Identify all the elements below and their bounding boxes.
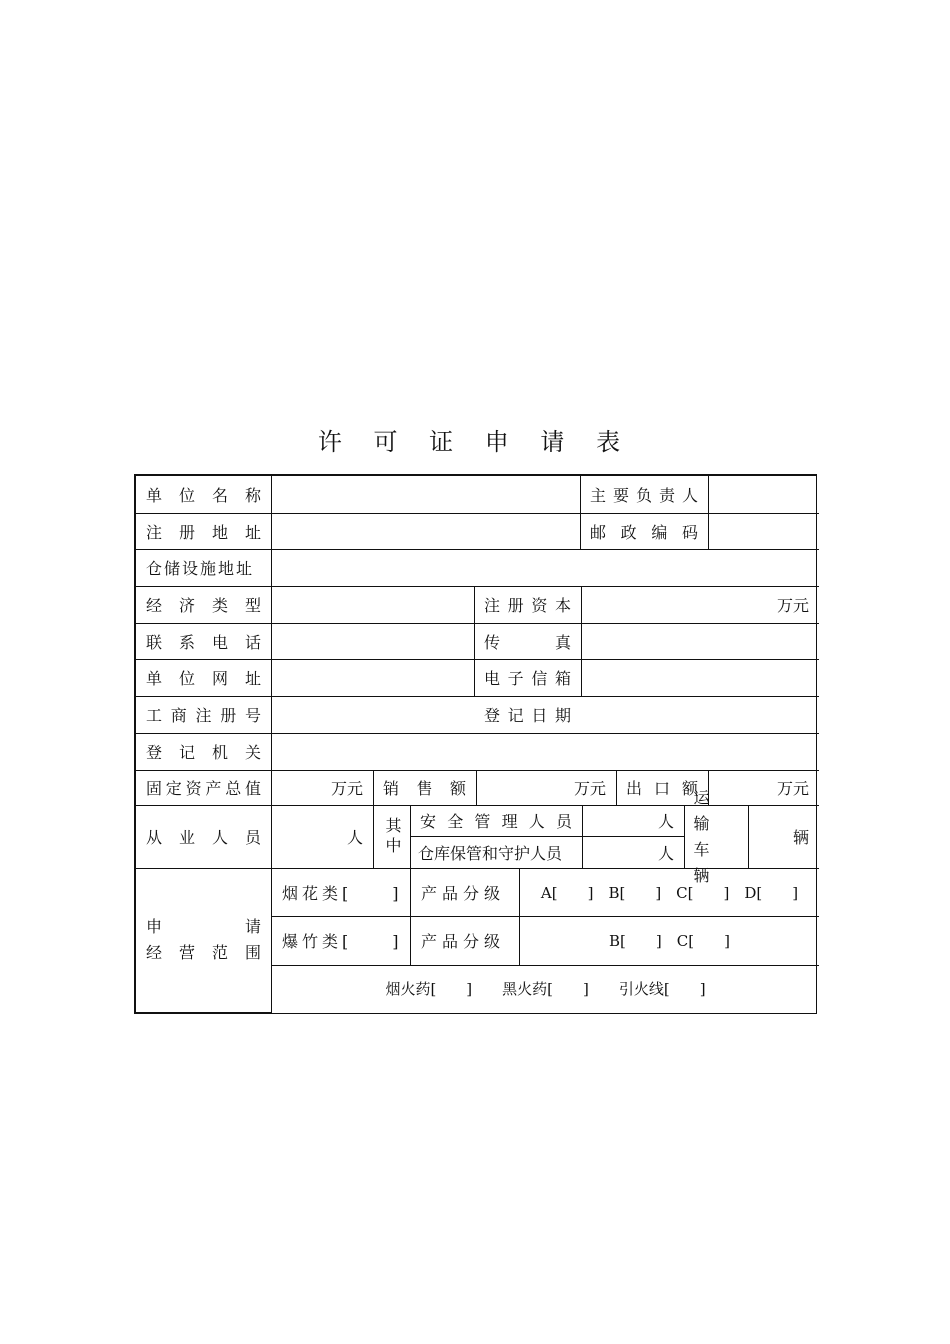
label-safety-mgr bbox=[410, 805, 582, 836]
biz-reg-no-field[interactable] bbox=[272, 697, 474, 733]
label-firecracker-grade: 产品分级 bbox=[421, 932, 506, 951]
fixed-assets-unit: 万元 bbox=[330, 779, 363, 798]
firecracker-grade-options[interactable]: B[ ] C[ ] bbox=[609, 932, 730, 950]
label-unit-name-text: 单 位 名 称 bbox=[146, 486, 261, 505]
label-reg-authority bbox=[136, 733, 271, 770]
label-transport bbox=[685, 787, 748, 885]
postal-code-field[interactable] bbox=[709, 514, 819, 549]
label-website bbox=[136, 659, 271, 696]
transport-unit: 辆 bbox=[792, 828, 809, 847]
label-of-which-text: 其中 bbox=[383, 816, 402, 857]
storage-address-field[interactable] bbox=[272, 550, 819, 586]
export-unit: 万元 bbox=[776, 779, 809, 798]
form-title: 许 可 证 申 请 表 bbox=[317, 428, 633, 456]
label-storage-address: 仓储设施地址 bbox=[146, 559, 255, 578]
label-fixed-assets-text: 固 定 资 产 总 值 bbox=[146, 779, 261, 798]
label-sales bbox=[373, 770, 476, 805]
reg-address-field[interactable] bbox=[272, 514, 580, 549]
transport-field[interactable] bbox=[749, 805, 819, 868]
application-form-table bbox=[134, 474, 817, 1014]
label-fax-text: 传 真 bbox=[484, 632, 571, 652]
fireworks-option[interactable]: 烟花类[ ] bbox=[282, 883, 403, 903]
unit-name-field[interactable] bbox=[272, 476, 580, 513]
label-warehouse-staff: 仓库保管和守护人员 bbox=[418, 844, 563, 863]
safety-mgr-field[interactable] bbox=[583, 805, 684, 836]
staff-count-field[interactable] bbox=[272, 805, 373, 868]
fax-field[interactable] bbox=[582, 624, 819, 659]
email-field[interactable] bbox=[582, 660, 819, 696]
label-phone bbox=[136, 623, 271, 659]
fireworks-grade-options[interactable]: A[ ] B[ ] C[ ] D[ ] bbox=[540, 883, 799, 902]
label-staff bbox=[136, 805, 271, 868]
label-email-text: 电 子 信 箱 bbox=[484, 669, 571, 688]
label-scope-line2: 经 营 范 围 bbox=[146, 943, 261, 962]
reg-authority-field[interactable] bbox=[272, 734, 819, 770]
label-reg-capital-text: 注 册 资 本 bbox=[484, 596, 571, 615]
label-biz-reg-no bbox=[136, 696, 271, 733]
label-staff-text: 从 业 人 员 bbox=[146, 828, 261, 847]
econ-type-field[interactable] bbox=[272, 587, 474, 623]
label-export-text: 出 口 额 bbox=[626, 779, 698, 798]
sales-unit: 万元 bbox=[573, 779, 606, 798]
website-field[interactable] bbox=[272, 660, 474, 696]
label-reg-address bbox=[136, 513, 271, 549]
label-postal-code bbox=[580, 513, 708, 549]
label-safety-mgr-text: 安 全 管 理 人 员 bbox=[420, 812, 572, 831]
label-reg-date bbox=[474, 696, 581, 733]
label-fixed-assets bbox=[136, 770, 271, 805]
label-reg-date-text: 登 记 日 期 bbox=[484, 706, 571, 725]
label-reg-address-text: 注 册 地 址 bbox=[146, 522, 261, 542]
label-transport-text: 运输车辆 bbox=[693, 787, 722, 885]
label-scope bbox=[136, 868, 271, 1012]
label-scope-line1: 申 请 bbox=[146, 917, 261, 936]
label-reg-capital bbox=[474, 586, 581, 623]
sales-field[interactable] bbox=[477, 770, 616, 805]
reg-capital-unit: 万元 bbox=[776, 596, 809, 615]
label-fireworks-grade: 产品分级 bbox=[421, 883, 506, 903]
label-email bbox=[474, 659, 581, 696]
principal-field[interactable] bbox=[709, 476, 819, 513]
powder-options[interactable]: 烟火药[ ] 黑火药[ ] 引火线[ ] bbox=[385, 980, 706, 998]
label-principal-text: 主 要 负 责 人 bbox=[590, 486, 698, 505]
label-of-which bbox=[374, 805, 410, 868]
label-biz-reg-no-text: 工 商 注 册 号 bbox=[146, 706, 261, 725]
label-postal-code-text: 邮 政 编 码 bbox=[590, 522, 698, 542]
phone-field[interactable] bbox=[272, 624, 474, 659]
firecrackers-option[interactable]: 爆竹类[ ] bbox=[282, 932, 403, 951]
label-phone-text: 联 系 电 话 bbox=[146, 632, 261, 652]
reg-capital-field[interactable] bbox=[582, 586, 819, 623]
warehouse-staff-unit: 人 bbox=[657, 844, 674, 863]
staff-unit: 人 bbox=[346, 828, 363, 847]
label-principal bbox=[580, 476, 708, 513]
safety-mgr-unit: 人 bbox=[657, 812, 674, 831]
label-econ-type-text: 经 济 类 型 bbox=[146, 596, 261, 615]
label-reg-authority-text: 登 记 机 关 bbox=[146, 743, 261, 762]
label-website-text: 单 位 网 址 bbox=[146, 669, 261, 688]
label-econ-type bbox=[136, 586, 271, 623]
label-fax bbox=[474, 623, 581, 659]
label-sales-text: 销 售 额 bbox=[383, 779, 466, 798]
label-unit-name bbox=[136, 476, 271, 513]
reg-date-field[interactable] bbox=[582, 697, 819, 733]
fixed-assets-field[interactable] bbox=[272, 770, 373, 805]
warehouse-staff-field[interactable] bbox=[583, 837, 684, 868]
